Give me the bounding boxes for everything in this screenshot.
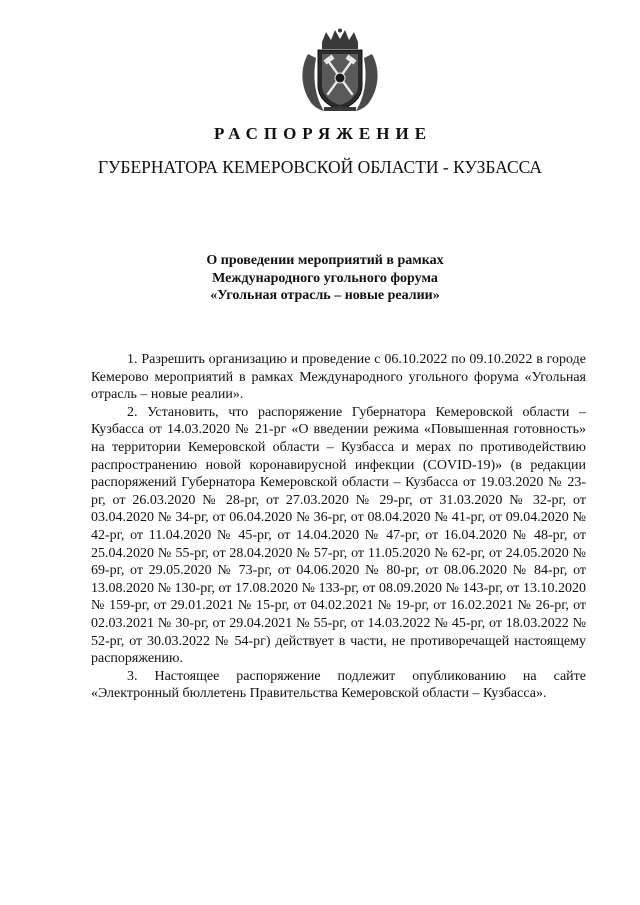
kemerovo-region-coat-of-arms-icon [294,28,386,114]
document-type-heading: РАСПОРЯЖЕНИЕ [213,124,433,143]
document-title [100,252,550,305]
body-paragraph-2: 2. Установить, что распоряжение Губернатора Кемеровской области – Кузбасса от 14.03.2020 № 21-рг «О введении режима «Повышенная готовность» на территории Кемеровской области – Кузбасса и мерах по противодействию распространению новой коронавирусной инфекции (COVID-19)» (в редакции распоряжений Губернатора Кемеровской области – Кузбасса от 19.03.2020 № 23-рг, от 26.03.2020 № 28-рг, от 27.03.2020 № 29-рг, от 31.03.2020 № 32-рг, от 03.04.2020 № 34-рг, от 06.04.2020 № 36-рг, от 08.04.2020 № 41-рг, от 09.04.2020 № 42-рг, от 11.04.2020 № 45-рг, от 14.04.2020 № 47-рг, от 16.04.2020 № 48-рг, от 25.04.2020 № 55-рг, от 28.04.2020 № 57-рг, от 11.05.2020 № 62-рг, от 24.05.2020 № 69-рг, от 29.05.2020 № 73-рг, от 04.06.2020 № 80-рг, от 08.06.2020 № 84-рг, от 13.08.2020 № 130-рг, от 17.08.2020 № 133-рг, от 08.09.2020 № 143-рг, от 13.10.2020 № 159-рг, от 29.01.2021 № 15-рг, от 04.02.2021 № 19-рг, от 16.02.2021 № 26-рг, от 02.03.2021 № 30-рг, от 29.04.2021 № 55-рг, от 14.03.2022 № 45-рг, от 18.03.2022 № 52-рг, от 30.03.2022 № 54-рг) действует в части, не противоречащей настоящему распоряжению. [91,404,586,667]
body-paragraph-1: 1. Разрешить организацию и проведение с 06.10.2022 по 09.10.2022 в городе Кемерово мероприятий в рамках Международного угольного форума «Угольная отрасль – новые реалии». [91,352,586,403]
document-title-line: Международного угольного форума [212,270,438,286]
document-body [91,351,586,703]
issuer-heading: ГУБЕРНАТОРА КЕМЕРОВСКОЙ ОБЛАСТИ - КУЗБАССА [97,157,543,177]
body-paragraph-3: 3. Настоящее распоряжение подлежит опубликованию на сайте «Электронный бюллетень Правительства Кемеровской области – Кузбасса». [91,668,586,702]
document-title-line: «Угольная отрасль – новые реалии» [210,288,440,303]
document-title-line: О проведении мероприятий в рамках [206,253,444,268]
